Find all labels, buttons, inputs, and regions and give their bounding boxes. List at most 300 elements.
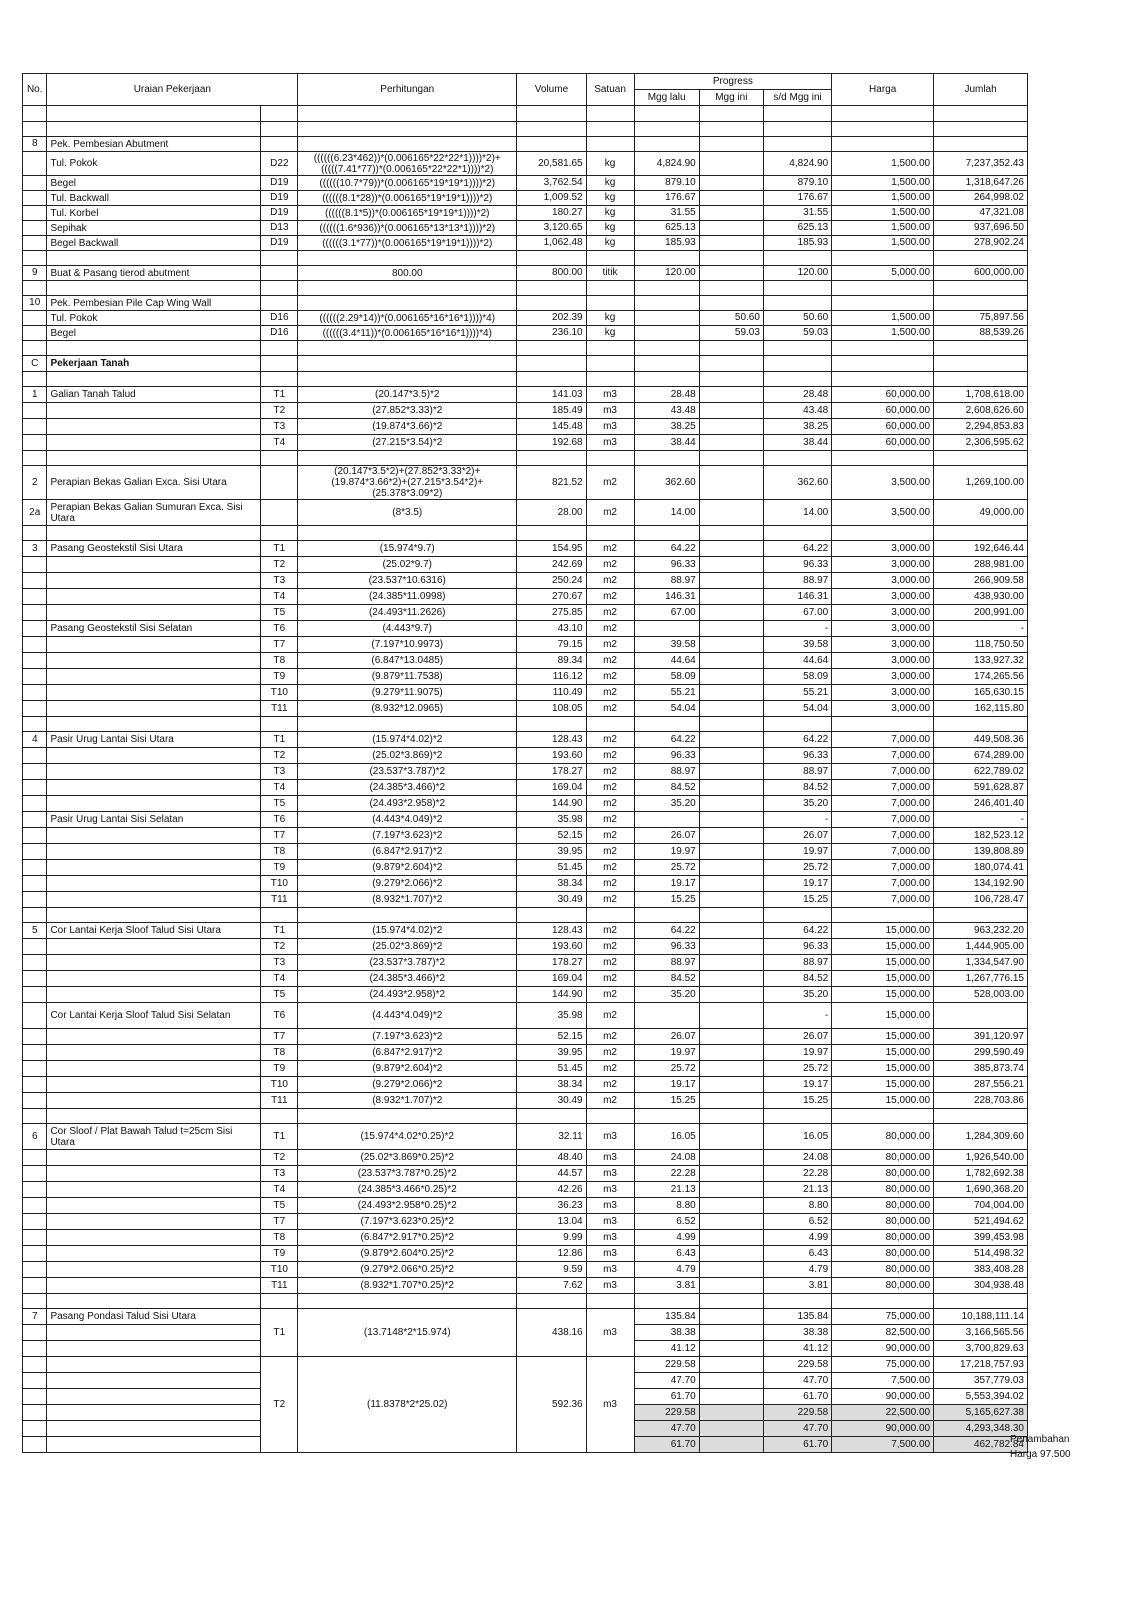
cell-mgg-ini bbox=[699, 106, 763, 122]
cell-harga: 7,000.00 bbox=[832, 764, 934, 780]
cell-volume bbox=[517, 356, 586, 372]
cell-mgg-lalu: 67.00 bbox=[634, 605, 699, 621]
cell-uraian bbox=[47, 1405, 261, 1421]
cell-mgg-ini bbox=[699, 971, 763, 987]
cell-volume bbox=[517, 526, 586, 541]
cell-perhitungan: (6.847*2.917)*2 bbox=[298, 844, 517, 860]
cell-code bbox=[261, 466, 298, 500]
cell-perhitungan: (27.852*3.33)*2 bbox=[298, 403, 517, 419]
cell-no bbox=[23, 191, 47, 206]
cell-mgg-ini bbox=[699, 844, 763, 860]
cell-volume: 169.04 bbox=[517, 971, 586, 987]
cell-harga bbox=[832, 296, 934, 311]
cell-uraian bbox=[47, 573, 261, 589]
cell-satuan bbox=[586, 356, 634, 372]
cell-volume: 1,009.52 bbox=[517, 191, 586, 206]
table-row bbox=[23, 796, 1028, 812]
cell-code: D19 bbox=[261, 206, 298, 221]
cell-jumlah: 88,539.26 bbox=[934, 326, 1028, 341]
cell-sd-mgg-ini: 16.05 bbox=[763, 1124, 831, 1150]
cell-code: T11 bbox=[261, 892, 298, 908]
cell-sd-mgg-ini bbox=[763, 1109, 831, 1124]
cell-mgg-ini bbox=[699, 573, 763, 589]
cell-jumlah bbox=[934, 296, 1028, 311]
cell-no bbox=[23, 939, 47, 955]
cell-jumlah bbox=[934, 1294, 1028, 1309]
cell-code bbox=[261, 341, 298, 356]
cell-code bbox=[261, 717, 298, 732]
cell-mgg-ini bbox=[699, 266, 763, 281]
cell-perhitungan: (7.197*10.9973) bbox=[298, 637, 517, 653]
cell-uraian: Pekerjaan Tanah bbox=[47, 356, 261, 372]
cell-uraian bbox=[47, 876, 261, 892]
cell-uraian bbox=[47, 1061, 261, 1077]
cell-harga: 7,000.00 bbox=[832, 844, 934, 860]
cell-sd-mgg-ini: 22.28 bbox=[763, 1166, 831, 1182]
cell-mgg-lalu: 84.52 bbox=[634, 780, 699, 796]
table-row bbox=[23, 1124, 1028, 1150]
cell-mgg-lalu bbox=[634, 451, 699, 466]
cell-uraian: Cor Lantai Kerja Sloof Talud Sisi Utara bbox=[47, 923, 261, 939]
cell-sd-mgg-ini bbox=[763, 122, 831, 137]
cell-no bbox=[23, 685, 47, 701]
cell-satuan: m3 bbox=[586, 1357, 634, 1453]
cell-mgg-lalu bbox=[634, 341, 699, 356]
cell-satuan: m2 bbox=[586, 669, 634, 685]
spacer-row bbox=[23, 1294, 1028, 1309]
cell-jumlah: 106,728.47 bbox=[934, 892, 1028, 908]
cell-volume: 141.03 bbox=[517, 387, 586, 403]
cell-mgg-ini bbox=[699, 1109, 763, 1124]
cell-uraian bbox=[47, 605, 261, 621]
cell-harga: 80,000.00 bbox=[832, 1150, 934, 1166]
header-mgg-ini: Mgg ini bbox=[699, 90, 763, 106]
cell-perhitungan bbox=[298, 717, 517, 732]
cell-sd-mgg-ini: 84.52 bbox=[763, 780, 831, 796]
cell-jumlah: 180,074.41 bbox=[934, 860, 1028, 876]
cell-volume: 270.67 bbox=[517, 589, 586, 605]
side-note-line-2: Harga 97.500 bbox=[1010, 1449, 1071, 1460]
cell-harga: 3,000.00 bbox=[832, 605, 934, 621]
table-row bbox=[23, 1357, 1028, 1373]
cell-jumlah: - bbox=[934, 812, 1028, 828]
cell-code bbox=[261, 372, 298, 387]
cell-no bbox=[23, 971, 47, 987]
cell-jumlah: 200,991.00 bbox=[934, 605, 1028, 621]
cell-volume: 89.34 bbox=[517, 653, 586, 669]
cell-volume: 39.95 bbox=[517, 1045, 586, 1061]
cell-mgg-ini bbox=[699, 939, 763, 955]
cell-volume: 38.34 bbox=[517, 1077, 586, 1093]
cell-perhitungan: (8*3.5) bbox=[298, 500, 517, 526]
cell-mgg-lalu bbox=[634, 281, 699, 296]
spacer-row bbox=[23, 717, 1028, 732]
cell-no bbox=[23, 372, 47, 387]
cell-code: T6 bbox=[261, 1003, 298, 1029]
cell-sd-mgg-ini: 4.79 bbox=[763, 1262, 831, 1278]
cell-perhitungan: (9.279*2.066*0.25)*2 bbox=[298, 1262, 517, 1278]
cell-volume: 108.05 bbox=[517, 701, 586, 717]
cell-satuan: m2 bbox=[586, 748, 634, 764]
cell-volume bbox=[517, 281, 586, 296]
cell-code: T2 bbox=[261, 939, 298, 955]
cell-perhitungan: (15.974*4.02*0.25)*2 bbox=[298, 1124, 517, 1150]
cell-perhitungan: (19.874*3.66)*2 bbox=[298, 419, 517, 435]
cell-satuan: m3 bbox=[586, 1230, 634, 1246]
cell-harga: 15,000.00 bbox=[832, 1077, 934, 1093]
cell-mgg-ini bbox=[699, 1061, 763, 1077]
cell-volume bbox=[517, 372, 586, 387]
cell-harga bbox=[832, 122, 934, 137]
cell-sd-mgg-ini: 47.70 bbox=[763, 1373, 831, 1389]
cell-code: D19 bbox=[261, 236, 298, 251]
cell-mgg-ini bbox=[699, 923, 763, 939]
cell-satuan: m2 bbox=[586, 796, 634, 812]
cell-volume: 275.85 bbox=[517, 605, 586, 621]
table-row bbox=[23, 387, 1028, 403]
cell-satuan bbox=[586, 106, 634, 122]
cell-uraian: Begel Backwall bbox=[47, 236, 261, 251]
cell-satuan bbox=[586, 341, 634, 356]
cell-volume: 202.39 bbox=[517, 311, 586, 326]
header-jumlah: Jumlah bbox=[934, 74, 1028, 106]
cell-volume: 236.10 bbox=[517, 326, 586, 341]
cell-mgg-ini bbox=[699, 372, 763, 387]
cell-jumlah: 182,523.12 bbox=[934, 828, 1028, 844]
cell-mgg-ini bbox=[699, 701, 763, 717]
cell-no bbox=[23, 860, 47, 876]
cell-perhitungan: (11.8378*2*25.02) bbox=[298, 1357, 517, 1453]
cell-harga: 15,000.00 bbox=[832, 939, 934, 955]
table-row bbox=[23, 971, 1028, 987]
cell-mgg-ini: 50.60 bbox=[699, 311, 763, 326]
cell-no: 6 bbox=[23, 1124, 47, 1150]
cell-jumlah: 1,708,618.00 bbox=[934, 387, 1028, 403]
cell-jumlah: 2,294,853.83 bbox=[934, 419, 1028, 435]
cell-no bbox=[23, 206, 47, 221]
spacer-row bbox=[23, 281, 1028, 296]
cell-perhitungan: ((((((2.29*14))*(0.006165*16*16*1))))*4) bbox=[298, 311, 517, 326]
cell-mgg-lalu: 120.00 bbox=[634, 266, 699, 281]
cell-jumlah: 4,293,348.30 bbox=[934, 1421, 1028, 1437]
cell-code: T10 bbox=[261, 876, 298, 892]
cell-mgg-ini: 59.03 bbox=[699, 326, 763, 341]
cell-volume: 28.00 bbox=[517, 500, 586, 526]
cell-no bbox=[23, 1389, 47, 1405]
table-row bbox=[23, 1029, 1028, 1045]
cell-mgg-ini bbox=[699, 1150, 763, 1166]
cell-satuan: m3 bbox=[586, 1150, 634, 1166]
cell-code: T3 bbox=[261, 764, 298, 780]
cell-no bbox=[23, 955, 47, 971]
cell-perhitungan bbox=[298, 137, 517, 152]
cell-mgg-lalu: 47.70 bbox=[634, 1421, 699, 1437]
cell-volume: 52.15 bbox=[517, 1029, 586, 1045]
cell-no bbox=[23, 1077, 47, 1093]
cell-mgg-ini bbox=[699, 419, 763, 435]
cell-no: 2a bbox=[23, 500, 47, 526]
cell-uraian bbox=[47, 1198, 261, 1214]
cell-uraian bbox=[47, 717, 261, 732]
cell-mgg-ini bbox=[699, 500, 763, 526]
cell-mgg-ini bbox=[699, 1294, 763, 1309]
cell-volume bbox=[517, 1294, 586, 1309]
cell-jumlah: 438,930.00 bbox=[934, 589, 1028, 605]
cell-jumlah: 287,556.21 bbox=[934, 1077, 1028, 1093]
cell-mgg-lalu bbox=[634, 137, 699, 152]
cell-uraian bbox=[47, 106, 261, 122]
cell-perhitungan bbox=[298, 1294, 517, 1309]
cell-mgg-lalu bbox=[634, 621, 699, 637]
cell-perhitungan bbox=[298, 356, 517, 372]
cell-volume bbox=[517, 451, 586, 466]
cell-perhitungan: (27.215*3.54)*2 bbox=[298, 435, 517, 451]
cell-mgg-ini bbox=[699, 764, 763, 780]
cell-harga: 3,000.00 bbox=[832, 557, 934, 573]
cell-mgg-ini bbox=[699, 122, 763, 137]
cell-code: T10 bbox=[261, 1262, 298, 1278]
cell-no bbox=[23, 1045, 47, 1061]
cell-perhitungan: (8.932*12.0965) bbox=[298, 701, 517, 717]
cell-mgg-lalu: 6.43 bbox=[634, 1246, 699, 1262]
cell-uraian bbox=[47, 796, 261, 812]
cell-uraian bbox=[47, 669, 261, 685]
cell-perhitungan: ((((((10.7*79))*(0.006165*19*19*1))))*2) bbox=[298, 176, 517, 191]
cell-sd-mgg-ini: 176.67 bbox=[763, 191, 831, 206]
cell-volume: 178.27 bbox=[517, 955, 586, 971]
table-row bbox=[23, 764, 1028, 780]
cell-code: T1 bbox=[261, 1309, 298, 1357]
cell-satuan: m2 bbox=[586, 1003, 634, 1029]
cell-no bbox=[23, 812, 47, 828]
table-row bbox=[23, 266, 1028, 281]
cell-volume: 51.45 bbox=[517, 860, 586, 876]
cell-mgg-ini bbox=[699, 860, 763, 876]
cell-code: T5 bbox=[261, 605, 298, 621]
cell-sd-mgg-ini bbox=[763, 137, 831, 152]
cell-jumlah: 278,902.24 bbox=[934, 236, 1028, 251]
cell-mgg-ini bbox=[699, 1182, 763, 1198]
cell-code: T11 bbox=[261, 1093, 298, 1109]
cell-volume bbox=[517, 251, 586, 266]
cell-jumlah: 10,188,111.14 bbox=[934, 1309, 1028, 1325]
cell-no bbox=[23, 669, 47, 685]
cell-sd-mgg-ini: 26.07 bbox=[763, 1029, 831, 1045]
cell-no bbox=[23, 1373, 47, 1389]
cell-jumlah: 1,284,309.60 bbox=[934, 1124, 1028, 1150]
cell-uraian: Pasir Urug Lantai Sisi Selatan bbox=[47, 812, 261, 828]
cell-jumlah bbox=[934, 451, 1028, 466]
cell-uraian bbox=[47, 435, 261, 451]
cell-mgg-ini bbox=[699, 732, 763, 748]
cell-no bbox=[23, 573, 47, 589]
cell-code: T3 bbox=[261, 1166, 298, 1182]
cell-uraian bbox=[47, 281, 261, 296]
cell-satuan: m3 bbox=[586, 1124, 634, 1150]
table-row bbox=[23, 589, 1028, 605]
cell-code: T7 bbox=[261, 637, 298, 653]
cell-satuan bbox=[586, 372, 634, 387]
cell-volume: 38.34 bbox=[517, 876, 586, 892]
cell-uraian bbox=[47, 1246, 261, 1262]
cell-sd-mgg-ini: 38.25 bbox=[763, 419, 831, 435]
cell-code bbox=[261, 137, 298, 152]
cell-satuan: m2 bbox=[586, 892, 634, 908]
cell-harga: 80,000.00 bbox=[832, 1124, 934, 1150]
cell-jumlah: 600,000.00 bbox=[934, 266, 1028, 281]
cell-mgg-ini bbox=[699, 1246, 763, 1262]
cell-no bbox=[23, 152, 47, 176]
cell-no bbox=[23, 796, 47, 812]
cell-mgg-ini bbox=[699, 1124, 763, 1150]
cell-satuan bbox=[586, 526, 634, 541]
cell-volume: 193.60 bbox=[517, 939, 586, 955]
cell-harga bbox=[832, 372, 934, 387]
table-row bbox=[23, 311, 1028, 326]
cell-mgg-ini bbox=[699, 526, 763, 541]
cell-jumlah: 266,909.58 bbox=[934, 573, 1028, 589]
cell-sd-mgg-ini: 88.97 bbox=[763, 955, 831, 971]
cell-jumlah bbox=[934, 717, 1028, 732]
cell-code bbox=[261, 281, 298, 296]
spacer-row bbox=[23, 372, 1028, 387]
cell-harga: 7,000.00 bbox=[832, 876, 934, 892]
cell-satuan bbox=[586, 296, 634, 311]
cell-perhitungan bbox=[298, 341, 517, 356]
cell-code: D19 bbox=[261, 191, 298, 206]
cell-sd-mgg-ini: 25.72 bbox=[763, 1061, 831, 1077]
cell-perhitungan bbox=[298, 106, 517, 122]
cell-satuan: m2 bbox=[586, 939, 634, 955]
cell-volume: 116.12 bbox=[517, 669, 586, 685]
cell-uraian bbox=[47, 701, 261, 717]
table-row bbox=[23, 892, 1028, 908]
cell-harga: 82,500.00 bbox=[832, 1325, 934, 1341]
cell-satuan: m2 bbox=[586, 557, 634, 573]
cell-harga: 7,000.00 bbox=[832, 892, 934, 908]
cell-satuan: m3 bbox=[586, 1262, 634, 1278]
cell-mgg-lalu: 146.31 bbox=[634, 589, 699, 605]
cell-mgg-lalu bbox=[634, 296, 699, 311]
cell-no bbox=[23, 176, 47, 191]
cell-uraian bbox=[47, 764, 261, 780]
cell-volume bbox=[517, 717, 586, 732]
cell-code: T10 bbox=[261, 685, 298, 701]
cell-perhitungan: (24.493*2.958)*2 bbox=[298, 796, 517, 812]
cell-jumlah: 246,401.40 bbox=[934, 796, 1028, 812]
cell-satuan: kg bbox=[586, 326, 634, 341]
cell-code bbox=[261, 266, 298, 281]
cell-uraian: Begel bbox=[47, 326, 261, 341]
cell-uraian bbox=[47, 1294, 261, 1309]
cell-mgg-lalu: 31.55 bbox=[634, 206, 699, 221]
cell-uraian bbox=[47, 860, 261, 876]
table-row bbox=[23, 573, 1028, 589]
spacer-row bbox=[23, 122, 1028, 137]
header-sd-mgg-ini: s/d Mgg ini bbox=[763, 90, 831, 106]
cell-mgg-lalu: 176.67 bbox=[634, 191, 699, 206]
cell-mgg-lalu: 22.28 bbox=[634, 1166, 699, 1182]
cell-sd-mgg-ini: 96.33 bbox=[763, 939, 831, 955]
cell-no bbox=[23, 1166, 47, 1182]
cell-code: T7 bbox=[261, 1029, 298, 1045]
cell-mgg-ini bbox=[699, 1262, 763, 1278]
cell-code: T3 bbox=[261, 573, 298, 589]
cell-uraian: Sepihak bbox=[47, 221, 261, 236]
cell-harga: 3,000.00 bbox=[832, 669, 934, 685]
table-row bbox=[23, 1093, 1028, 1109]
cell-no bbox=[23, 1198, 47, 1214]
cell-uraian bbox=[47, 1182, 261, 1198]
cell-harga bbox=[832, 717, 934, 732]
cell-jumlah: 1,926,540.00 bbox=[934, 1150, 1028, 1166]
cell-mgg-ini bbox=[699, 605, 763, 621]
cell-no bbox=[23, 122, 47, 137]
cell-harga: 3,000.00 bbox=[832, 701, 934, 717]
cell-code: T4 bbox=[261, 780, 298, 796]
cell-uraian bbox=[47, 451, 261, 466]
cell-harga: 7,000.00 bbox=[832, 860, 934, 876]
cell-volume: 42.26 bbox=[517, 1182, 586, 1198]
cell-satuan: m2 bbox=[586, 685, 634, 701]
cell-mgg-lalu bbox=[634, 372, 699, 387]
cell-harga: 1,500.00 bbox=[832, 152, 934, 176]
cell-jumlah bbox=[934, 1003, 1028, 1029]
cell-mgg-lalu: 39.58 bbox=[634, 637, 699, 653]
cell-satuan: kg bbox=[586, 176, 634, 191]
cell-harga: 1,500.00 bbox=[832, 311, 934, 326]
cell-uraian bbox=[47, 372, 261, 387]
cell-harga: 80,000.00 bbox=[832, 1182, 934, 1198]
cell-volume: 185.49 bbox=[517, 403, 586, 419]
table-row bbox=[23, 356, 1028, 372]
cell-satuan: kg bbox=[586, 311, 634, 326]
cell-perhitungan: (25.02*9.7) bbox=[298, 557, 517, 573]
cell-uraian bbox=[47, 1045, 261, 1061]
cell-mgg-ini bbox=[699, 1309, 763, 1325]
cell-volume bbox=[517, 1109, 586, 1124]
cell-jumlah: 133,927.32 bbox=[934, 653, 1028, 669]
cell-uraian: Pasang Geostekstil Sisi Selatan bbox=[47, 621, 261, 637]
cell-sd-mgg-ini: 25.72 bbox=[763, 860, 831, 876]
cell-jumlah: 304,938.48 bbox=[934, 1278, 1028, 1294]
cell-harga bbox=[832, 251, 934, 266]
table-row bbox=[23, 844, 1028, 860]
cell-jumlah: 288,981.00 bbox=[934, 557, 1028, 573]
boq-sheet bbox=[22, 73, 1028, 1453]
cell-mgg-lalu: 3.81 bbox=[634, 1278, 699, 1294]
cell-uraian bbox=[47, 557, 261, 573]
cell-code: T2 bbox=[261, 403, 298, 419]
cell-mgg-ini bbox=[699, 1029, 763, 1045]
cell-sd-mgg-ini bbox=[763, 251, 831, 266]
cell-uraian: Begel bbox=[47, 176, 261, 191]
cell-jumlah: 5,165,627.38 bbox=[934, 1405, 1028, 1421]
cell-satuan: kg bbox=[586, 236, 634, 251]
cell-jumlah: 937,696.50 bbox=[934, 221, 1028, 236]
cell-sd-mgg-ini: 54.04 bbox=[763, 701, 831, 717]
cell-perhitungan: (24.385*3.466)*2 bbox=[298, 780, 517, 796]
cell-no: 10 bbox=[23, 296, 47, 311]
cell-sd-mgg-ini: 39.58 bbox=[763, 637, 831, 653]
cell-mgg-ini bbox=[699, 1278, 763, 1294]
cell-mgg-lalu: 28.48 bbox=[634, 387, 699, 403]
cell-uraian bbox=[47, 1077, 261, 1093]
cell-no bbox=[23, 1405, 47, 1421]
cell-satuan: m2 bbox=[586, 860, 634, 876]
cell-mgg-ini bbox=[699, 1373, 763, 1389]
cell-no bbox=[23, 764, 47, 780]
